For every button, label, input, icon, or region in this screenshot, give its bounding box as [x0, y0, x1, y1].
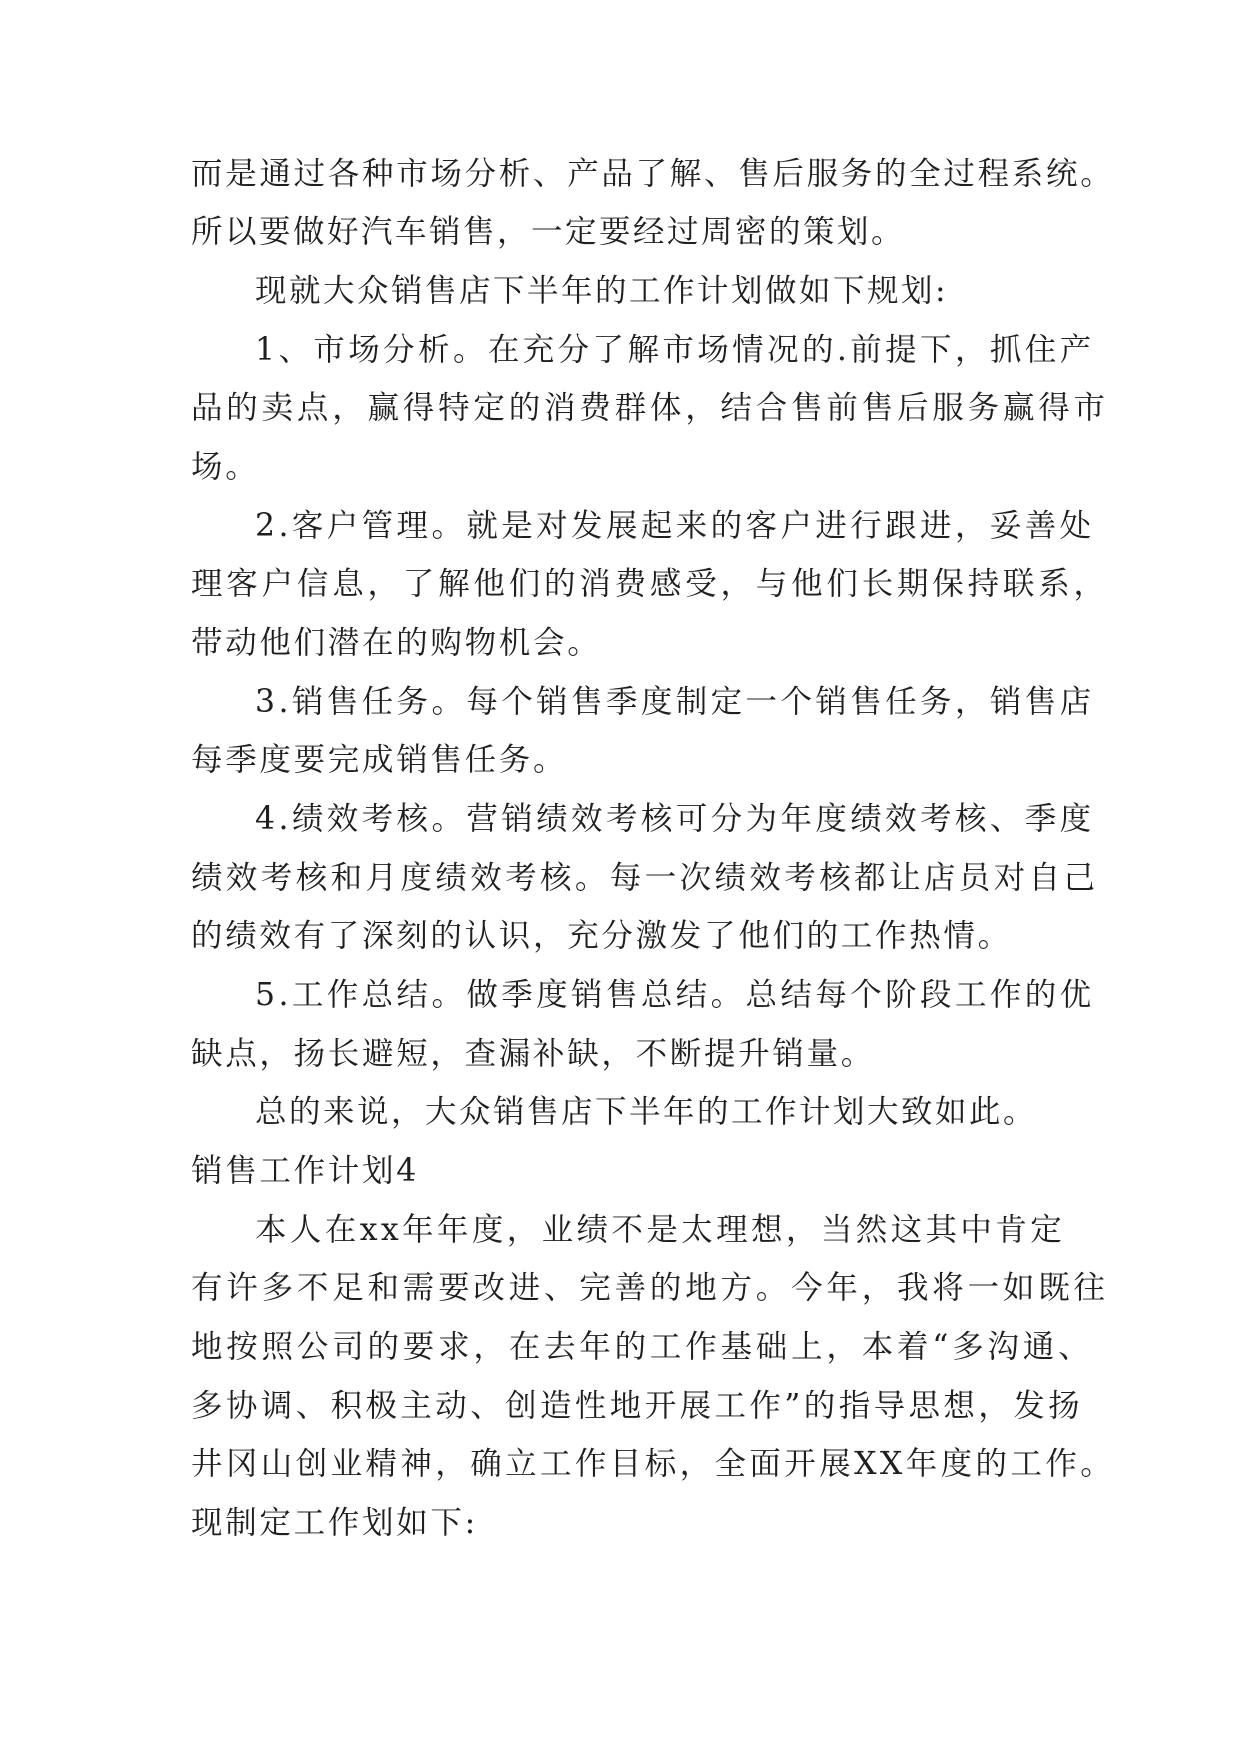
list-item-line: 绩效考核和月度绩效考核。每一次绩效考核都让店员对自己 — [191, 860, 1099, 896]
list-item-line: 1、市场分析。在充分了解市场情况的.前提下，抓住产 — [255, 332, 1095, 368]
paragraph-line: 井冈山创业精神，确立工作目标，全面开展XX年度的工作。 — [191, 1446, 1116, 1482]
paragraph-line: 多协调、积极主动、创造性地开展工作”的指导思想，发扬 — [191, 1388, 1084, 1424]
list-item-line: 每季度要完成销售任务。 — [191, 742, 568, 778]
summary-line: 总的来说，大众销售店下半年的工作计划大致如此。 — [255, 1094, 1038, 1130]
list-item-line: 场。 — [191, 449, 260, 485]
section-heading: 销售工作计划4 — [191, 1153, 419, 1189]
list-item-line: 理客户信息，了解他们的消费感受，与他们长期保持联系， — [191, 566, 1109, 602]
list-item-line: 缺点，扬长避短，查漏补缺，不断提升销量。 — [191, 1036, 876, 1072]
list-item-line: 的绩效有了深刻的认识，充分激发了他们的工作热情。 — [191, 918, 1012, 954]
paragraph-line: 本人在xx年年度，业绩不是太理想，当然这其中肯定 — [255, 1212, 1066, 1248]
paragraph-line: 地按照公司的要求，在去年的工作基础上，本着“多沟通、 — [191, 1329, 1094, 1365]
paragraph-line: 现制定工作划如下: — [191, 1505, 478, 1541]
list-item-line: 品的卖点，赢得特定的消费群体，结合售前售后服务赢得市 — [191, 390, 1109, 426]
paragraph-line: 现就大众销售店下半年的工作计划做如下规划: — [255, 273, 949, 309]
list-item-line: 3.销售任务。每个销售季度制定一个销售任务，销售店 — [255, 684, 1095, 720]
paragraph-line: 所以要做好汽车销售，一定要经过周密的策划。 — [191, 214, 906, 250]
list-item-line: 带动他们潜在的购物机会。 — [191, 625, 602, 661]
list-item-line: 4.绩效考核。营销绩效考核可分为年度绩效考核、季度 — [255, 801, 1095, 837]
paragraph-line: 而是通过各种市场分析、产品了解、售后服务的全过程系统。 — [191, 156, 1115, 192]
list-item-line: 2.客户管理。就是对发展起来的客户进行跟进，妥善处 — [255, 508, 1095, 544]
list-item-line: 5.工作总结。做季度销售总结。总结每个阶段工作的优 — [255, 977, 1095, 1013]
paragraph-line: 有许多不足和需要改进、完善的地方。今年，我将一如既往 — [191, 1270, 1109, 1306]
